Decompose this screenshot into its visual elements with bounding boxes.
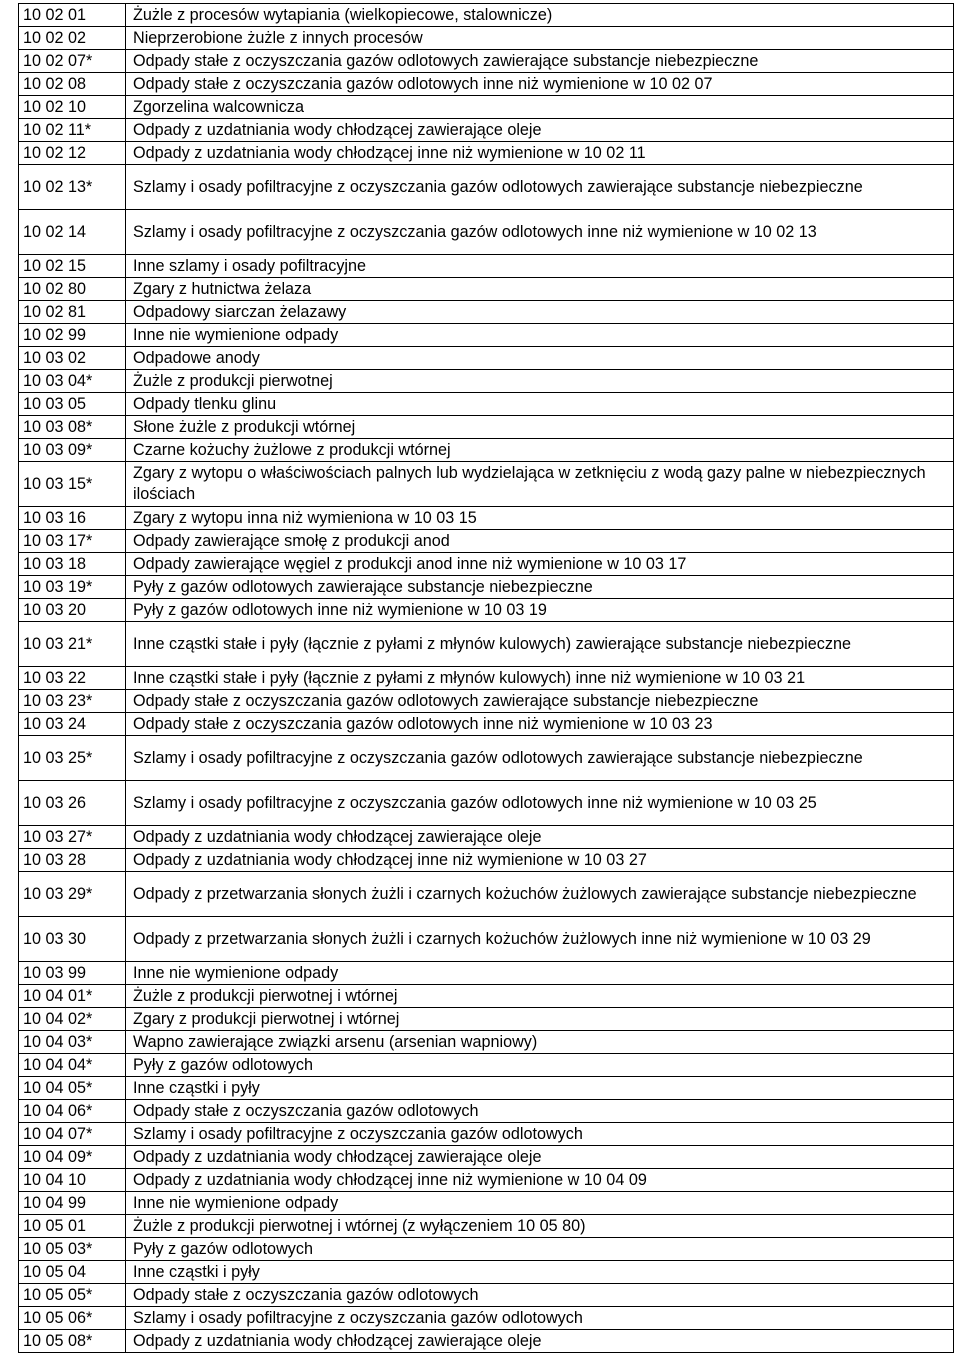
waste-description: Szlamy i osady pofiltracyjne z oczyszczania gazów odlotowych inne niż wymienione w 10 03 25 — [126, 781, 954, 826]
table-row — [19, 622, 954, 667]
waste-code: 10 03 19* — [19, 576, 126, 599]
waste-code: 10 03 02 — [19, 347, 126, 370]
waste-description: Odpady zawierające węgiel z produkcji anod inne niż wymienione w 10 03 17 — [126, 553, 954, 576]
table-row — [19, 1008, 954, 1031]
waste-description: Pyły z gazów odlotowych inne niż wymienione w 10 03 19 — [126, 599, 954, 622]
table-row — [19, 1307, 954, 1330]
waste-description: Inne cząstki stałe i pyły (łącznie z pyłami z młynów kulowych) zawierające substancje niebezpieczne — [126, 622, 954, 667]
table-row — [19, 27, 954, 50]
table-row — [19, 872, 954, 917]
table-row — [19, 1330, 954, 1353]
waste-description: Inne nie wymienione odpady — [126, 1192, 954, 1215]
waste-description: Odpady zawierające smołę z produkcji anod — [126, 530, 954, 553]
waste-code: 10 05 05* — [19, 1284, 126, 1307]
waste-code: 10 04 02* — [19, 1008, 126, 1031]
table-row — [19, 553, 954, 576]
table-row — [19, 1284, 954, 1307]
waste-code: 10 03 22 — [19, 667, 126, 690]
waste-description: Zgary z wytopu inna niż wymieniona w 10 03 15 — [126, 507, 954, 530]
waste-description: Żużle z procesów wytapiania (wielkopiecowe, stalownicze) — [126, 4, 954, 27]
waste-description: Odpady stałe z oczyszczania gazów odlotowych zawierające substancje niebezpieczne — [126, 50, 954, 73]
waste-description: Odpady z przetwarzania słonych żużli i czarnych kożuchów żużlowych inne niż wymienione w 10 03 29 — [126, 917, 954, 962]
table-row — [19, 690, 954, 713]
waste-code: 10 05 08* — [19, 1330, 126, 1353]
table-row — [19, 255, 954, 278]
waste-description: Żużle z produkcji pierwotnej — [126, 370, 954, 393]
waste-code: 10 04 05* — [19, 1077, 126, 1100]
waste-code-table-body — [19, 4, 954, 1353]
waste-description: Czarne kożuchy żużlowe z produkcji wtórnej — [126, 439, 954, 462]
table-row — [19, 416, 954, 439]
table-row — [19, 849, 954, 872]
waste-description: Odpady z uzdatniania wody chłodzącej inne niż wymienione w 10 03 27 — [126, 849, 954, 872]
table-row — [19, 278, 954, 301]
waste-description: Zgary z wytopu o właściwościach palnych lub wydzielająca w zetknięciu z wodą gazy palne w niebezpiecznych ilościach — [126, 462, 954, 507]
table-row — [19, 393, 954, 416]
waste-description: Szlamy i osady pofiltracyjne z oczyszczania gazów odlotowych — [126, 1307, 954, 1330]
table-row — [19, 1261, 954, 1284]
waste-description: Odpadowe anody — [126, 347, 954, 370]
waste-code: 10 04 03* — [19, 1031, 126, 1054]
waste-description: Inne cząstki i pyły — [126, 1261, 954, 1284]
table-row — [19, 1054, 954, 1077]
table-row — [19, 324, 954, 347]
waste-code: 10 05 01 — [19, 1215, 126, 1238]
waste-code: 10 03 09* — [19, 439, 126, 462]
table-row — [19, 1215, 954, 1238]
waste-code: 10 02 80 — [19, 278, 126, 301]
waste-description: Odpady stałe z oczyszczania gazów odlotowych — [126, 1100, 954, 1123]
waste-code: 10 02 08 — [19, 73, 126, 96]
waste-code: 10 04 01* — [19, 985, 126, 1008]
waste-description: Zgorzelina walcownicza — [126, 96, 954, 119]
table-row — [19, 1169, 954, 1192]
waste-description: Szlamy i osady pofiltracyjne z oczyszczania gazów odlotowych inne niż wymienione w 10 02 13 — [126, 210, 954, 255]
table-row — [19, 713, 954, 736]
waste-code: 10 03 20 — [19, 599, 126, 622]
table-row — [19, 301, 954, 324]
waste-code: 10 03 23* — [19, 690, 126, 713]
waste-code: 10 02 99 — [19, 324, 126, 347]
waste-description: Odpady z uzdatniania wody chłodzącej inne niż wymienione w 10 04 09 — [126, 1169, 954, 1192]
waste-code: 10 02 12 — [19, 142, 126, 165]
table-row — [19, 736, 954, 781]
waste-description: Inne cząstki stałe i pyły (łącznie z pyłami z młynów kulowych) inne niż wymienione w 10 03 21 — [126, 667, 954, 690]
waste-code: 10 03 18 — [19, 553, 126, 576]
waste-description: Inne szlamy i osady pofiltracyjne — [126, 255, 954, 278]
waste-code: 10 03 24 — [19, 713, 126, 736]
waste-description: Żużle z produkcji pierwotnej i wtórnej — [126, 985, 954, 1008]
waste-code: 10 04 06* — [19, 1100, 126, 1123]
table-row — [19, 73, 954, 96]
waste-code: 10 03 05 — [19, 393, 126, 416]
waste-description: Odpady z uzdatniania wody chłodzącej inne niż wymienione w 10 02 11 — [126, 142, 954, 165]
waste-code: 10 02 10 — [19, 96, 126, 119]
waste-code: 10 03 25* — [19, 736, 126, 781]
waste-description: Zgary z produkcji pierwotnej i wtórnej — [126, 1008, 954, 1031]
table-row — [19, 142, 954, 165]
table-row — [19, 347, 954, 370]
waste-code: 10 03 29* — [19, 872, 126, 917]
waste-code: 10 02 11* — [19, 119, 126, 142]
table-row — [19, 1100, 954, 1123]
waste-code: 10 03 15* — [19, 462, 126, 507]
waste-description: Szlamy i osady pofiltracyjne z oczyszczania gazów odlotowych zawierające substancje niebezpieczne — [126, 736, 954, 781]
waste-description: Odpadowy siarczan żelazawy — [126, 301, 954, 324]
waste-code: 10 03 99 — [19, 962, 126, 985]
waste-code: 10 05 06* — [19, 1307, 126, 1330]
table-row — [19, 781, 954, 826]
waste-description: Odpady tlenku glinu — [126, 393, 954, 416]
waste-description: Odpady stałe z oczyszczania gazów odlotowych inne niż wymienione w 10 02 07 — [126, 73, 954, 96]
table-row — [19, 462, 954, 507]
waste-code-table — [18, 3, 954, 1353]
waste-code: 10 02 01 — [19, 4, 126, 27]
waste-code: 10 03 16 — [19, 507, 126, 530]
table-row — [19, 1146, 954, 1169]
table-row — [19, 439, 954, 462]
table-row — [19, 1123, 954, 1146]
waste-description: Inne nie wymienione odpady — [126, 324, 954, 347]
waste-code: 10 04 10 — [19, 1169, 126, 1192]
table-row — [19, 96, 954, 119]
waste-code: 10 03 04* — [19, 370, 126, 393]
waste-code: 10 04 09* — [19, 1146, 126, 1169]
waste-description: Pyły z gazów odlotowych zawierające substancje niebezpieczne — [126, 576, 954, 599]
waste-description: Słone żużle z produkcji wtórnej — [126, 416, 954, 439]
table-row — [19, 1192, 954, 1215]
waste-description: Szlamy i osady pofiltracyjne z oczyszczania gazów odlotowych zawierające substancje niebezpieczne — [126, 165, 954, 210]
waste-code: 10 04 99 — [19, 1192, 126, 1215]
table-row — [19, 50, 954, 73]
table-row — [19, 210, 954, 255]
table-row — [19, 507, 954, 530]
waste-code: 10 02 81 — [19, 301, 126, 324]
waste-code: 10 05 04 — [19, 1261, 126, 1284]
waste-description: Odpady z przetwarzania słonych żużli i czarnych kożuchów żużlowych zawierające substancje niebezpieczne — [126, 872, 954, 917]
table-row — [19, 576, 954, 599]
waste-description: Odpady z uzdatniania wody chłodzącej zawierające oleje — [126, 1330, 954, 1353]
waste-code: 10 02 02 — [19, 27, 126, 50]
table-row — [19, 119, 954, 142]
table-row — [19, 370, 954, 393]
waste-description: Odpady z uzdatniania wody chłodzącej zawierające oleje — [126, 1146, 954, 1169]
table-row — [19, 985, 954, 1008]
table-row — [19, 165, 954, 210]
waste-code: 10 04 04* — [19, 1054, 126, 1077]
table-row — [19, 530, 954, 553]
waste-description: Szlamy i osady pofiltracyjne z oczyszczania gazów odlotowych — [126, 1123, 954, 1146]
waste-code: 10 02 07* — [19, 50, 126, 73]
table-row — [19, 1031, 954, 1054]
waste-description: Odpady stałe z oczyszczania gazów odlotowych inne niż wymienione w 10 03 23 — [126, 713, 954, 736]
waste-code: 10 03 17* — [19, 530, 126, 553]
waste-code: 10 03 30 — [19, 917, 126, 962]
waste-description: Inne nie wymienione odpady — [126, 962, 954, 985]
waste-description: Pyły z gazów odlotowych — [126, 1238, 954, 1261]
waste-description: Inne cząstki i pyły — [126, 1077, 954, 1100]
waste-description: Odpady z uzdatniania wody chłodzącej zawierające oleje — [126, 119, 954, 142]
waste-description: Zgary z hutnictwa żelaza — [126, 278, 954, 301]
waste-code: 10 05 03* — [19, 1238, 126, 1261]
table-row — [19, 917, 954, 962]
waste-code: 10 03 21* — [19, 622, 126, 667]
table-row — [19, 599, 954, 622]
table-row — [19, 962, 954, 985]
waste-description: Pyły z gazów odlotowych — [126, 1054, 954, 1077]
waste-description: Nieprzerobione żużle z innych procesów — [126, 27, 954, 50]
waste-code: 10 04 07* — [19, 1123, 126, 1146]
waste-description: Wapno zawierające związki arsenu (arsenian wapniowy) — [126, 1031, 954, 1054]
table-row — [19, 667, 954, 690]
waste-description: Odpady stałe z oczyszczania gazów odlotowych zawierające substancje niebezpieczne — [126, 690, 954, 713]
table-row — [19, 4, 954, 27]
waste-description: Odpady stałe z oczyszczania gazów odlotowych — [126, 1284, 954, 1307]
table-row — [19, 1077, 954, 1100]
waste-code: 10 03 27* — [19, 826, 126, 849]
waste-code: 10 03 28 — [19, 849, 126, 872]
waste-description: Odpady z uzdatniania wody chłodzącej zawierające oleje — [126, 826, 954, 849]
waste-code: 10 03 26 — [19, 781, 126, 826]
waste-description: Żużle z produkcji pierwotnej i wtórnej (z wyłączeniem 10 05 80) — [126, 1215, 954, 1238]
table-row — [19, 826, 954, 849]
waste-code: 10 02 14 — [19, 210, 126, 255]
waste-code: 10 02 15 — [19, 255, 126, 278]
waste-code: 10 02 13* — [19, 165, 126, 210]
table-row — [19, 1238, 954, 1261]
waste-code: 10 03 08* — [19, 416, 126, 439]
